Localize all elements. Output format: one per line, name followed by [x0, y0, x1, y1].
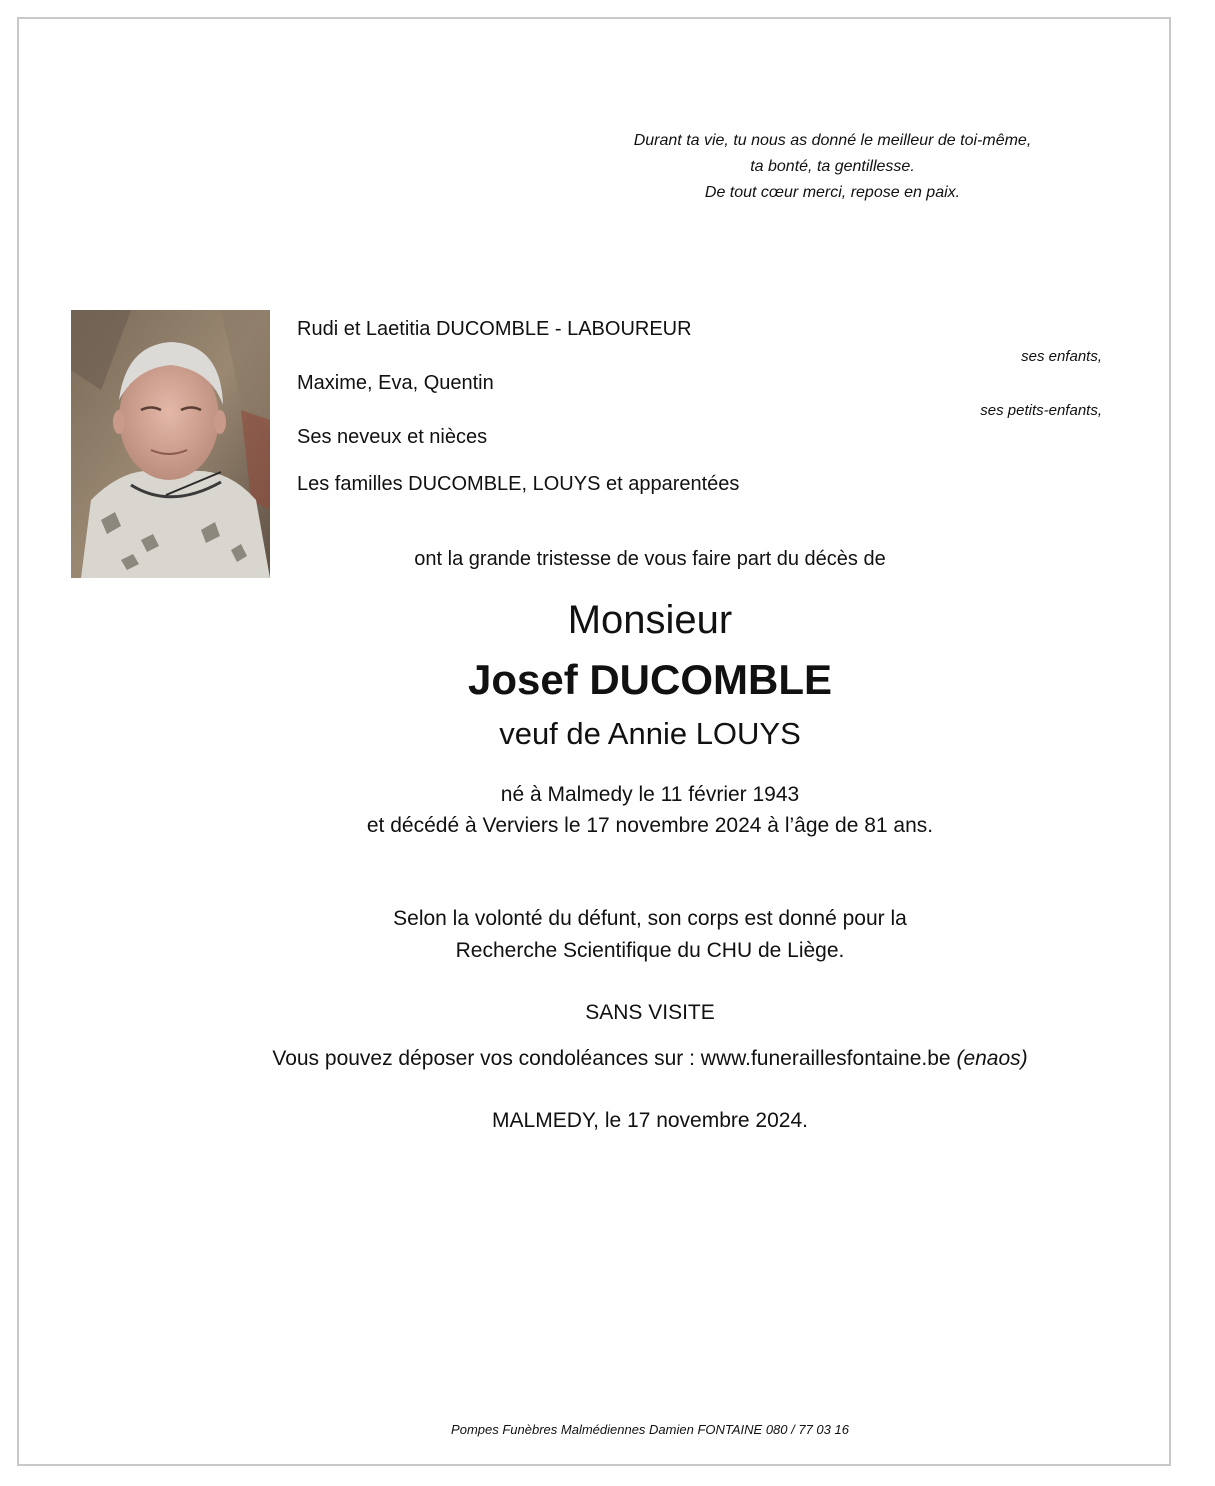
relation-children: ses enfants, — [1021, 348, 1102, 365]
poem-line-3: De tout cœur merci, repose en paix. — [704, 184, 961, 201]
relation-grandchildren: ses petits-enfants, — [980, 402, 1102, 419]
announcement-intro: ont la grande tristesse de vous faire part du décès de — [414, 548, 886, 570]
visit-note: SANS VISITE — [585, 1001, 715, 1024]
poem — [560, 128, 1105, 206]
deceased-name: Josef DUCOMBLE — [467, 656, 833, 703]
condolences-text: Vous pouvez déposer vos condoléances sur : www.funeraillesfontaine.be — [272, 1047, 951, 1070]
body-donation-line-1: Selon la volonté du défunt, son corps est donné pour la — [393, 907, 907, 930]
condolences-provider: (enaos) — [956, 1047, 1028, 1070]
portrait-illustration — [71, 310, 270, 578]
deceased-spouse: veuf de Annie LOUYS — [499, 716, 801, 751]
poem-line-1: Durant ta vie, tu nous as donné le meilleur de toi-même, — [633, 132, 1032, 149]
family-grandchildren: Maxime, Eva, Quentin — [297, 372, 494, 394]
family-nephews: Ses neveux et nièces — [297, 426, 488, 448]
funeral-home-footer: Pompes Funèbres Malmédiennes Damien FONTAINE 080 / 77 03 16 — [451, 1422, 849, 1437]
poem-line-2: ta bonté, ta gentillesse. — [750, 158, 915, 175]
death-info: et décédé à Verviers le 17 novembre 2024 à l’âge de 81 ans. — [366, 814, 934, 837]
family-children: Rudi et Laetitia DUCOMBLE - LABOUREUR — [297, 318, 692, 340]
family-relatives: Les familles DUCOMBLE, LOUYS et apparentées — [297, 473, 740, 495]
body-donation-line-2: Recherche Scientifique du CHU de Liège. — [455, 939, 845, 962]
place-date: MALMEDY, le 17 novembre 2024. — [492, 1109, 808, 1132]
condolences-line — [0, 1047, 1215, 1071]
deceased-title: Monsieur — [567, 598, 733, 642]
birth-info: né à Malmedy le 11 février 1943 — [500, 783, 800, 806]
deceased-photo — [71, 310, 270, 578]
